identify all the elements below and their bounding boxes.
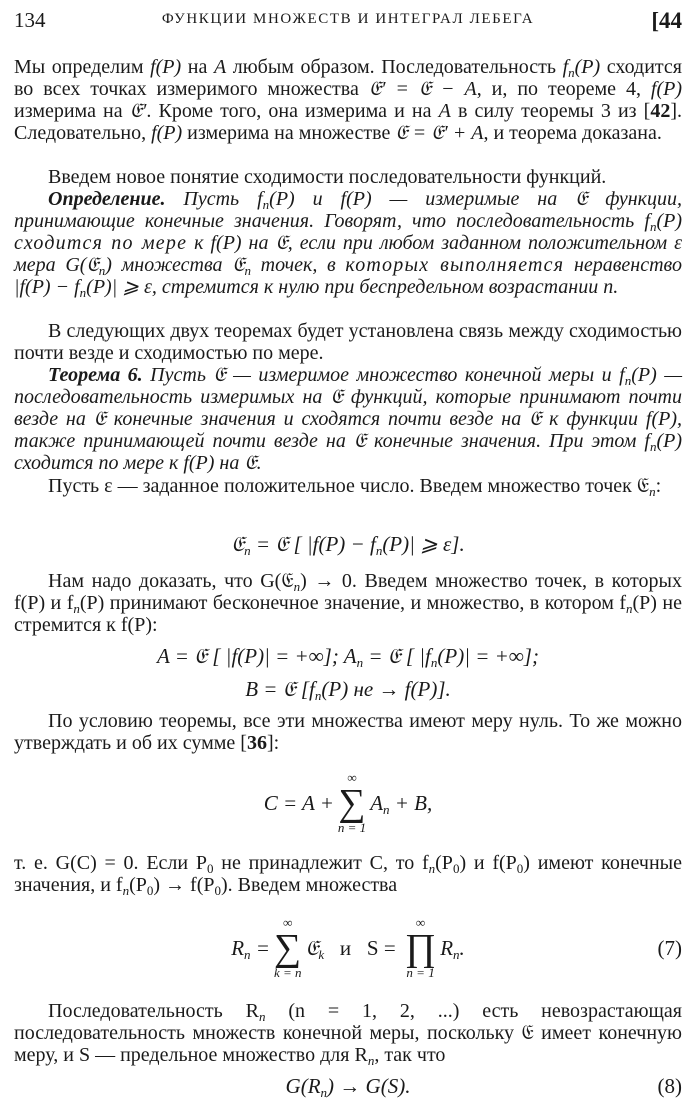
equation-c-sum: C = A + ∞ ∑ n = 1 $A_n + B$,: [263, 770, 433, 835]
equation-8: $G(R_n) \to G(S)$. (8): [14, 1066, 682, 1106]
paragraph-intro: Введем новое понятие сходимости последовательности функций.: [48, 166, 607, 188]
running-title: ФУНКЦИИ МНОЖЕСТВ И ИНТЕГРАЛ ЛЕБЕГА: [161, 11, 535, 27]
equation-b: B = 𝔈 [$f_n(P)$ не → f(P)].: [245, 677, 451, 703]
sum-operator: ∞ ∑ n = 1: [337, 770, 367, 835]
paragraph-measure-zero: По условию теоремы, все эти множества имеют меру нуль. То же можно утверждать и об их сумме [36]:: [14, 710, 682, 754]
running-header: [14, 8, 682, 38]
sum-operator: ∞ ∑ k = n: [273, 915, 302, 980]
equation-7: $R_n$ = ∞ ∑ k = n 𝔈$_k$ и S = ∞ ∏ n = 1 $R_n$. (7): [231, 915, 682, 980]
paragraph-proof-end: Мы определим f(P) на A любым образом. Последовательность $f_n(P)$ сходится во всех точках измеримого множества 𝔈′ = 𝔈 − A, и, по теореме 4, f(P) измерима на 𝔈′. Кроме того, она измерима и на A в силу теоремы 3 из [42]. Следовательно, f(P) измерима на множестве 𝔈 = 𝔈′ + A, и теорема доказана.: [14, 56, 682, 144]
definition-label: Определение.: [48, 188, 166, 210]
theorem-label: Теорема 6.: [48, 364, 143, 386]
definition-block: Определение. Пусть $f_n(P)$ и f(P) — измеримые на 𝔈 функции, принимающие конечные значения. Говорят, что последовательность $f_n(P)$ сходится по мере к f(P) на 𝔈, если при любом заданном положительном ε мера G(𝔈$_n$) множества 𝔈$_n$ точек, в которых выполняется неравенство $|f(P) - f_n(P)|$ ⩾ ε, стремится к нулю при беспредельном возрастании n.: [14, 188, 683, 300]
paragraph-epsilon: Пусть ε — заданное положительное число. Введем множество точек 𝔈$_n$:: [48, 473, 662, 499]
page-body: [14, 56, 682, 1106]
paragraph-sequence: Последовательность $R_n$ (n = 1, 2, ...) есть невозрастающая последовательность множеств конечной меры, поскольку 𝔈 имеет конечную меру, и S — предельное множество для $R_n$, так что: [14, 1000, 682, 1068]
equation-a-an: A = 𝔈 [ |f(P)| = +∞]; $A_n$ = 𝔈 [ $|f_n(P)|$ = +∞];: [157, 644, 539, 670]
equation-en: 𝔈$_n$ = 𝔈 [ $|f(P) - f_n(P)|$ ⩾ ε].: [231, 532, 465, 558]
paragraph-goal: Нам надо доказать, что G(𝔈$_n$) → 0. Введем множество точек, в которых f(P) и $f_n(P)$ принимают бесконечное значение, и множество, в котором $f_n(P)$ не стремится к f(P):: [14, 570, 682, 636]
equation-number-7: (7): [657, 936, 682, 960]
equation-number-8: (8): [657, 1074, 682, 1098]
page-number: 134: [14, 8, 46, 32]
theorem-block: Теорема 6. Пусть 𝔈 — измеримое множество конечной меры и $f_n(P)$ — последовательность измеримых на 𝔈 функций, которые принимают почти везде на 𝔈 конечные значения и сходятся почти везде на 𝔈 к функции f(P), также принимающей почти везде на 𝔈 конечные значения. При этом $f_n(P)$ сходится по мере к f(P) на 𝔈.: [14, 364, 682, 474]
section-number: [44: [651, 8, 682, 33]
paragraph-relation: В следующих двух теоремах будет установлена связь между сходимостью почти везде и сходимостью по мере.: [14, 320, 682, 364]
product-operator: ∞ ∏ n = 1: [404, 915, 437, 980]
paragraph-p0: т. е. G(C) = 0. Если $P_0$ не принадлежит C, то $f_n(P_0)$ и $f(P_0)$ имеют конечные значения, и $f_n(P_0) \to f(P_0)$. Введем множества: [14, 852, 682, 898]
